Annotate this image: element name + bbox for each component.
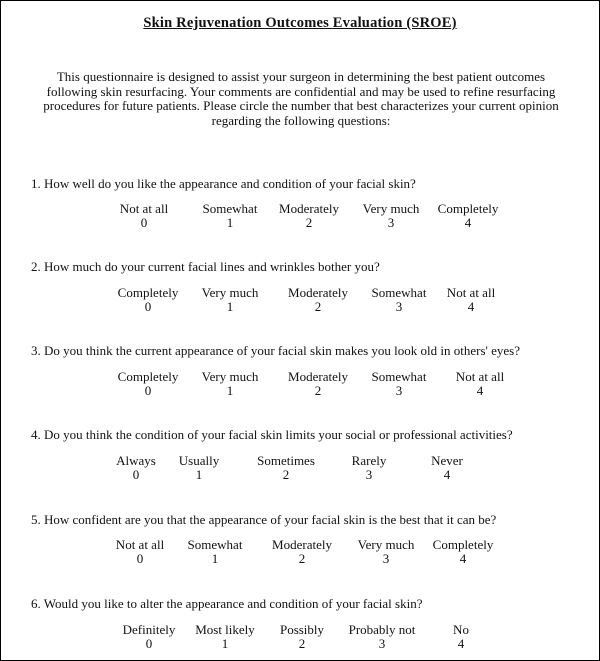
question-2-option-1[interactable] <box>202 286 259 314</box>
option-value: 1 <box>211 551 219 566</box>
option-value: 4 <box>459 551 467 566</box>
option-value: 0 <box>132 467 140 482</box>
question-5-option-1[interactable] <box>188 538 243 566</box>
option-value: 2 <box>298 551 306 566</box>
option-value: 1 <box>221 636 229 651</box>
question-1-text: 1. How well do you like the appearance and condition of your facial skin? <box>31 176 416 191</box>
option-label: Most likely <box>195 622 255 637</box>
question-2-text: 2. How much do your current facial lines and wrinkles bother you? <box>31 259 380 274</box>
question-6-option-1[interactable] <box>195 623 255 651</box>
option-label: Completely <box>437 201 499 216</box>
question-3-option-0[interactable] <box>118 370 179 398</box>
option-value: 2 <box>314 383 322 398</box>
option-value: 1 <box>226 299 234 314</box>
question-3-option-3[interactable] <box>372 370 427 398</box>
option-value: 2 <box>305 215 313 230</box>
question-4-option-1[interactable] <box>179 454 219 482</box>
option-label: Very much <box>201 285 259 300</box>
option-value: 3 <box>378 636 386 651</box>
option-label: Moderately <box>288 369 348 384</box>
question-1-option-4[interactable] <box>438 202 499 230</box>
option-label: Somewhat <box>187 537 243 552</box>
intro-paragraph <box>31 70 571 128</box>
question-6-option-4[interactable] <box>453 623 469 651</box>
option-value: 4 <box>457 636 465 651</box>
question-5-text: 5. How confident are you that the appearance of your facial skin is the best that it can be? <box>31 512 497 527</box>
option-label: Somewhat <box>202 201 258 216</box>
option-label: Somewhat <box>371 369 427 384</box>
option-label: Very much <box>201 369 259 384</box>
option-value: 3 <box>365 467 373 482</box>
option-label: Moderately <box>272 537 332 552</box>
option-label: Never <box>431 453 463 468</box>
option-label: Somewhat <box>371 285 427 300</box>
question-1-option-3[interactable] <box>363 202 420 230</box>
option-value: 4 <box>467 299 475 314</box>
question-4-text: 4. Do you think the condition of your facial skin limits your social or professional activities? <box>31 427 513 442</box>
option-value: 2 <box>282 467 290 482</box>
option-label: Sometimes <box>257 453 315 468</box>
question-2-option-4[interactable] <box>447 286 495 314</box>
question-4-option-0[interactable] <box>116 454 156 482</box>
option-label: Completely <box>117 285 179 300</box>
option-label: Usually <box>178 453 220 468</box>
option-label: Moderately <box>288 285 348 300</box>
option-value: 0 <box>144 383 152 398</box>
question-6-option-2[interactable] <box>280 623 324 651</box>
option-label: Moderately <box>279 201 339 216</box>
option-label: Completely <box>432 537 494 552</box>
question-6-option-0[interactable] <box>123 623 176 651</box>
question-2-option-3[interactable] <box>372 286 427 314</box>
option-label: Always <box>116 453 156 468</box>
option-value: 3 <box>395 383 403 398</box>
question-1-option-0[interactable] <box>120 202 168 230</box>
question-2-option-0[interactable] <box>118 286 179 314</box>
option-value: 3 <box>395 299 403 314</box>
question-5-option-2[interactable] <box>272 538 332 566</box>
question-3-option-4[interactable] <box>456 370 504 398</box>
option-value: 2 <box>314 299 322 314</box>
intro-line: regarding the following questions: <box>211 112 391 128</box>
option-value: 0 <box>145 636 153 651</box>
option-value: 2 <box>298 636 306 651</box>
option-value: 4 <box>476 383 484 398</box>
option-label: Very much <box>362 201 420 216</box>
option-value: 4 <box>443 467 451 482</box>
option-label: Not at all <box>455 369 505 384</box>
option-value: 3 <box>382 551 390 566</box>
question-4-option-3[interactable] <box>352 454 387 482</box>
option-label: Possibly <box>279 622 325 637</box>
option-value: 0 <box>136 551 144 566</box>
option-label: Not at all <box>115 537 165 552</box>
option-value: 4 <box>464 215 472 230</box>
question-4-option-2[interactable] <box>257 454 315 482</box>
question-1-option-1[interactable] <box>203 202 258 230</box>
option-value: 0 <box>144 299 152 314</box>
option-value: 3 <box>387 215 395 230</box>
intro-line: This questionnaire is designed to assist your surgeon in determining the best patient outcomes <box>56 69 546 84</box>
option-label: Not at all <box>446 285 496 300</box>
option-label: No <box>453 622 469 637</box>
option-value: 0 <box>140 215 148 230</box>
question-3-text: 3. Do you think the current appearance of your facial skin makes you look old in others' eyes? <box>31 343 520 358</box>
question-5-option-4[interactable] <box>433 538 494 566</box>
page-title: Skin Rejuvenation Outcomes Evaluation (SROE) <box>143 15 457 31</box>
option-label: Not at all <box>119 201 169 216</box>
question-6-option-3[interactable] <box>349 623 416 651</box>
question-3-option-1[interactable] <box>202 370 259 398</box>
option-label: Definitely <box>122 622 176 637</box>
question-4-option-4[interactable] <box>431 454 463 482</box>
question-5-option-0[interactable] <box>116 538 164 566</box>
question-6-text: 6. Would you like to alter the appearance and condition of your facial skin? <box>31 596 423 611</box>
question-2-option-2[interactable] <box>288 286 348 314</box>
option-label: Very much <box>357 537 415 552</box>
intro-line: following skin resurfacing. Your comments are confidential and may be used to refine resurfacing <box>46 83 556 99</box>
option-label: Completely <box>117 369 179 384</box>
option-value: 1 <box>195 467 203 482</box>
intro-line: procedures for future patients. Please circle the number that best characterizes your current opinion <box>43 98 559 113</box>
option-value: 1 <box>226 383 234 398</box>
question-1-option-2[interactable] <box>279 202 339 230</box>
option-label: Rarely <box>351 453 387 468</box>
question-3-option-2[interactable] <box>288 370 348 398</box>
option-value: 1 <box>226 215 234 230</box>
option-label: Probably not <box>348 622 416 637</box>
question-5-option-3[interactable] <box>358 538 415 566</box>
